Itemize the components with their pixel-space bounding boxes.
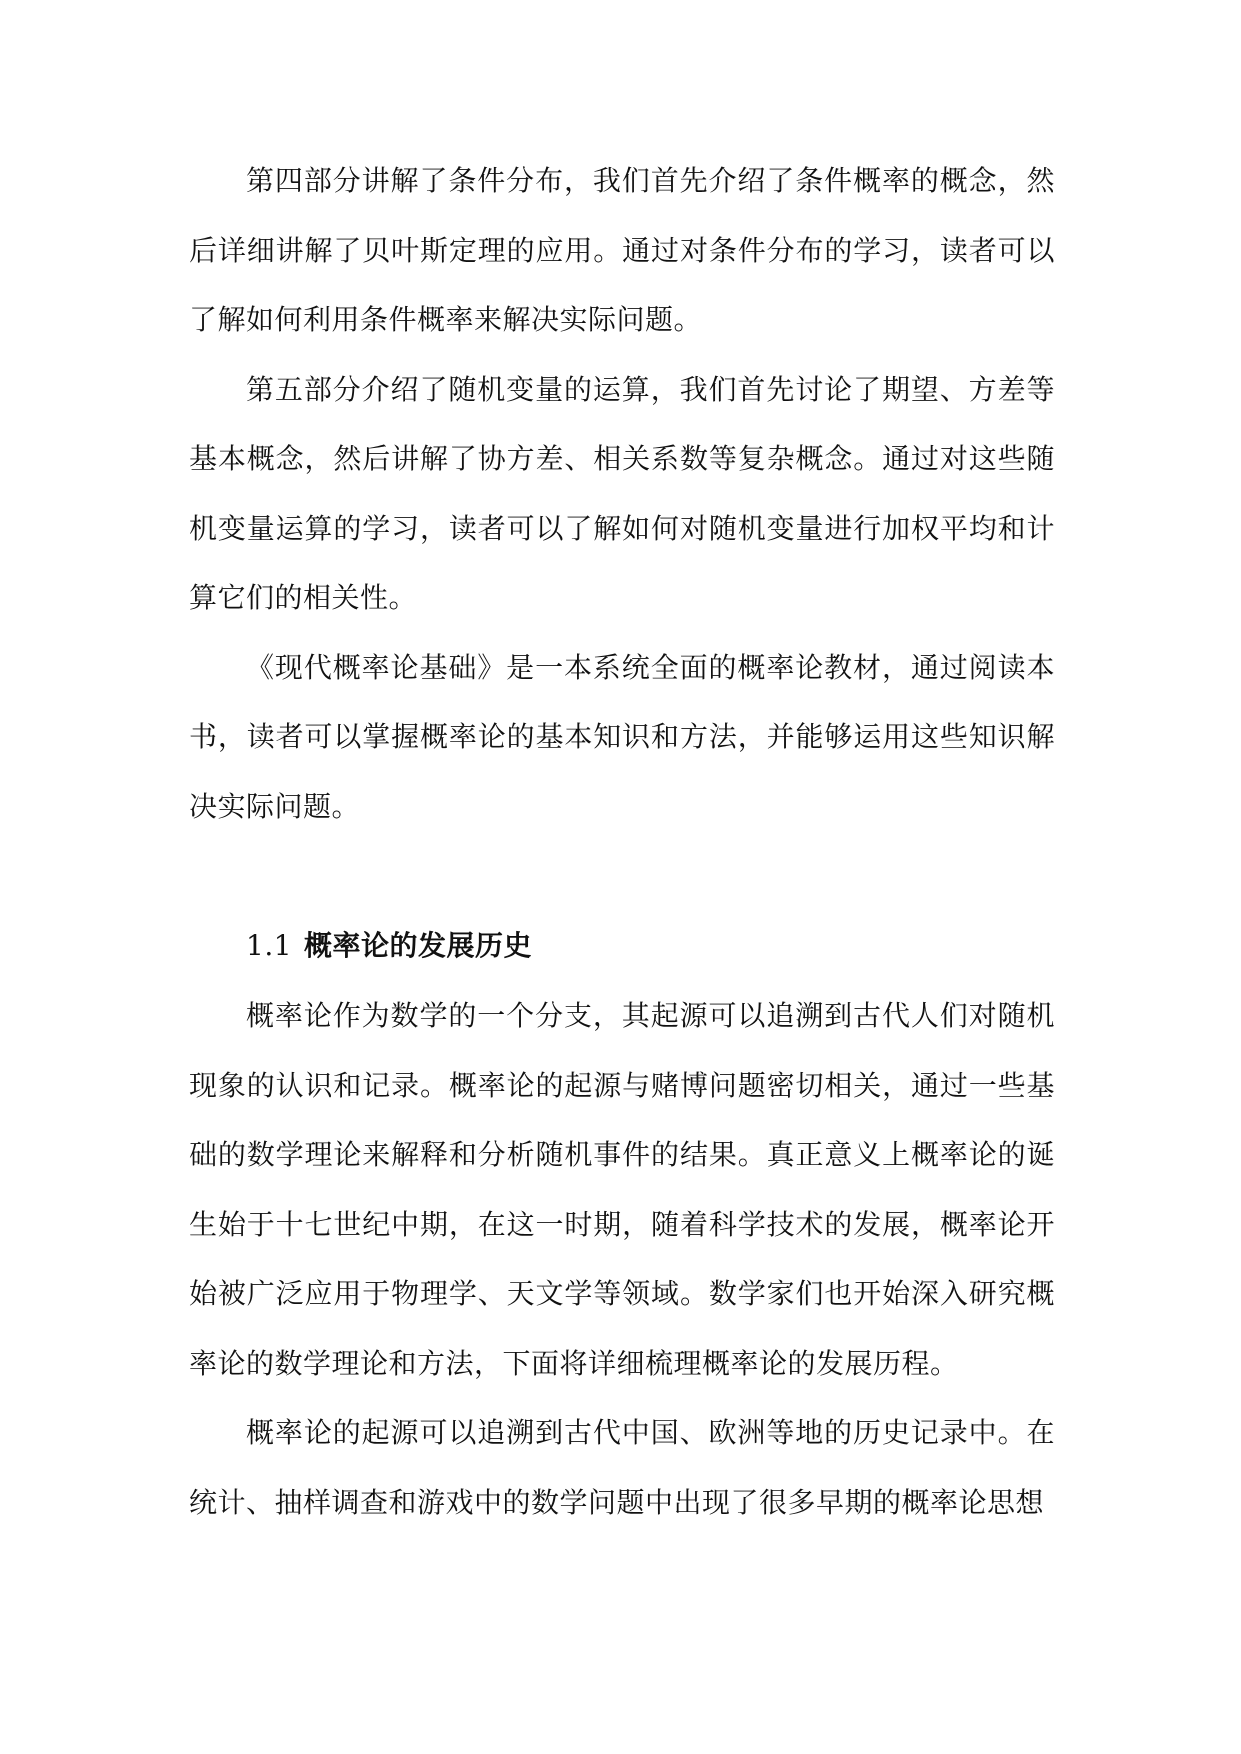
document-body xyxy=(189,146,1055,1537)
paragraph-history-intro: 概率论作为数学的一个分支，其起源可以追溯到古代人们对随机现象的认识和记录。概率论的起源与赌博问题密切相关，通过一些基础的数学理论来解释和分析随机事件的结果。真正意义上概率论的诞生始于十七世纪中期，在这一时期，随着科学技术的发展，概率论开始被广泛应用于物理学、天文学等领域。数学家们也开始深入研究概率论的数学理论和方法，下面将详细梳理概率论的发展历程。 xyxy=(189,999,1055,1380)
paragraph-part-four: 第四部分讲解了条件分布，我们首先介绍了条件概率的概念，然后详细讲解了贝叶斯定理的应用。通过对条件分布的学习，读者可以了解如何利用条件概率来解决实际问题。 xyxy=(189,164,1055,336)
paragraph-history-origin: 概率论的起源可以追溯到古代中国、欧洲等地的历史记录中。在统计、抽样调查和游戏中的数学问题中出现了很多早期的概率论思想 xyxy=(189,1416,1055,1519)
paragraph-part-five: 第五部分介绍了随机变量的运算，我们首先讨论了期望、方差等基本概念，然后讲解了协方差、相关系数等复杂概念。通过对这些随机变量运算的学习，读者可以了解如何对随机变量进行加权平均和计算它们的相关性。 xyxy=(189,372,1055,614)
section-heading xyxy=(189,911,1055,981)
section-title: 概率论的发展历史 xyxy=(304,929,533,962)
paragraph-book-summary: 《现代概率论基础》是一本系统全面的概率论教材，通过阅读本书，读者可以掌握概率论的基本知识和方法，并能够运用这些知识解决实际问题。 xyxy=(189,650,1055,823)
section-number: 1.1 xyxy=(246,929,293,962)
